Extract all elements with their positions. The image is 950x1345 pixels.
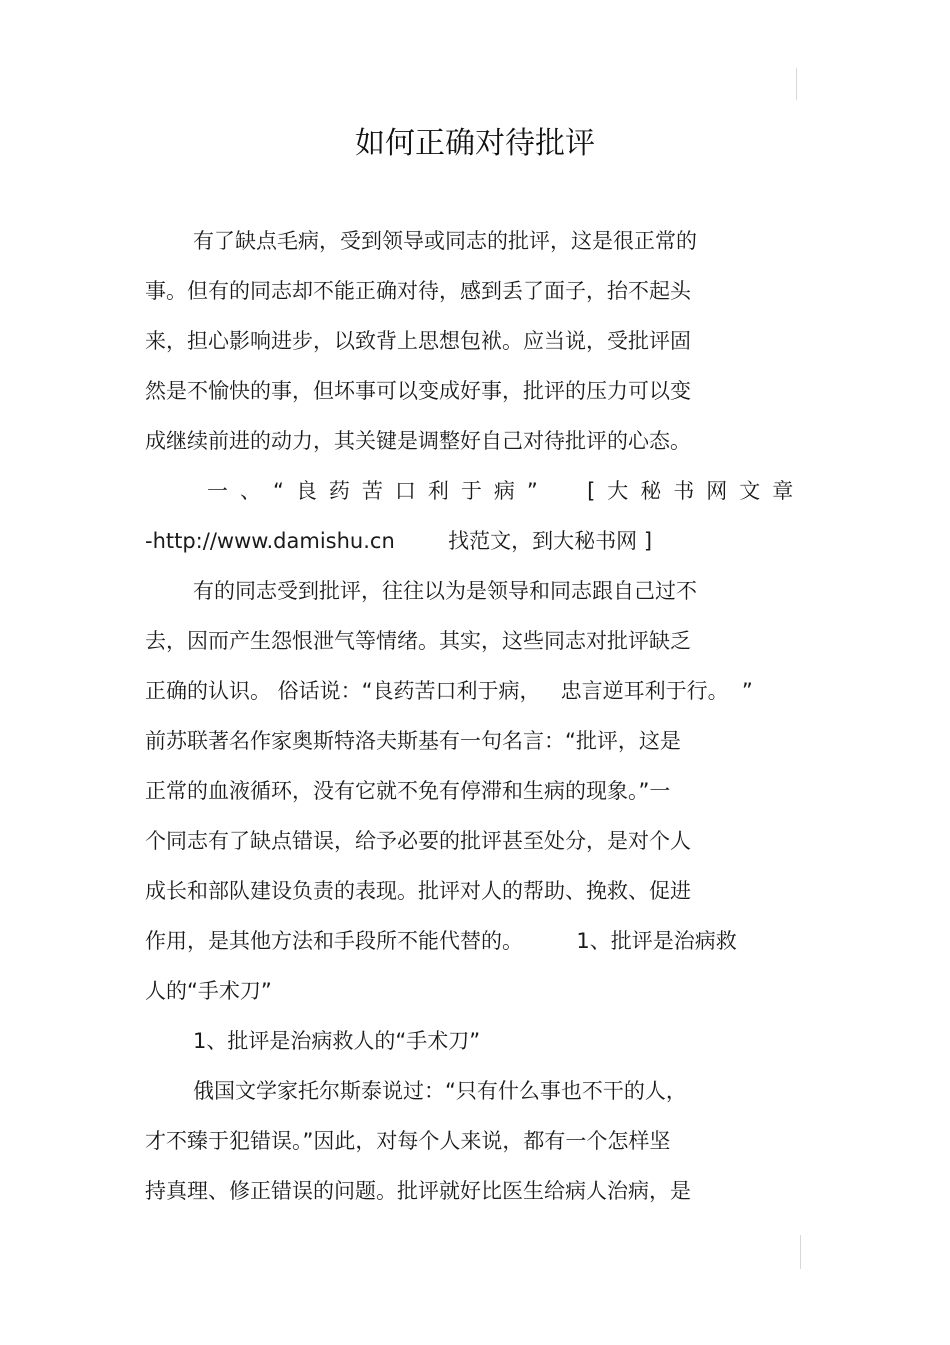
text-line-10: 正确的认识。 俗话说：“良药苦口利于病， 忠言逆耳利于行。 ” xyxy=(145,679,753,703)
page-edge-mark-top xyxy=(796,68,797,100)
text-line-3: 来，担心影响进步，以致背上思想包袱。应当说，受批评固 xyxy=(145,329,691,353)
text-line-15: 作用，是其他方法和手段所不能代替的。 1、批评是治病救 xyxy=(145,929,737,953)
text-line-2: 事。但有的同志却不能正确对待，感到丢了面子，抬不起头 xyxy=(145,279,691,303)
text-line-11: 前苏联著名作家奥斯特洛夫斯基有一句名言：“批评，这是 xyxy=(145,729,681,753)
text-line-7: -http://www.damishu.cn 找范文，到大秘书网 ] xyxy=(145,529,653,553)
text-line-13: 个同志有了缺点错误，给予必要的批评甚至处分，是对个人 xyxy=(145,829,691,853)
text-line-5: 成继续前进的动力，其关键是调整好自己对待批评的心态。 xyxy=(145,429,691,453)
text-line-14: 成长和部队建设负责的表现。批评对人的帮助、挽救、促进 xyxy=(145,879,691,903)
document-title: 如何正确对待批评 xyxy=(355,126,595,161)
text-line-20: 持真理、修正错误的问题。批评就好比医生给病人治病，是 xyxy=(145,1179,691,1203)
text-line-17: 1、批评是治病救人的“手术刀” xyxy=(193,1029,481,1053)
text-line-12: 正常的血液循环，没有它就不免有停滞和生病的现象。”一 xyxy=(145,779,671,803)
text-line-1: 有了缺点毛病，受到领导或同志的批评，这是很正常的 xyxy=(193,229,697,253)
page-edge-mark-bottom xyxy=(800,1235,801,1269)
text-line-19: 才不臻于犯错误。”因此，对每个人来说，都有一个怎样坚 xyxy=(145,1129,671,1153)
text-line-6: 一、“良药苦口利于病” [大秘书网文章 xyxy=(207,479,806,503)
text-line-9: 去，因而产生怨恨泄气等情绪。其实，这些同志对批评缺乏 xyxy=(145,629,691,653)
text-line-8: 有的同志受到批评，往往以为是领导和同志跟自己过不 xyxy=(193,579,697,603)
text-line-16: 人的“手术刀” xyxy=(145,979,272,1003)
text-line-18: 俄国文学家托尔斯泰说过：“只有什么事也不干的人， xyxy=(193,1079,687,1103)
text-line-4: 然是不愉快的事，但坏事可以变成好事，批评的压力可以变 xyxy=(145,379,691,403)
